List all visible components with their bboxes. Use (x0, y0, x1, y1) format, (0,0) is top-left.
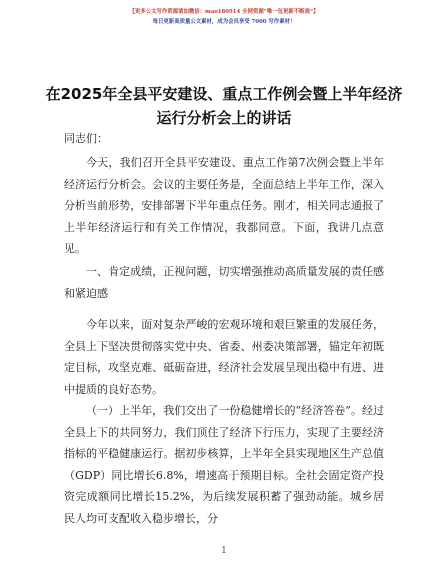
document-title: 在2025年全县平安建设、重点工作例会暨上半年经济运行分析会上的讲话 (45, 85, 403, 127)
promo-banner-line1: 【更多公文写作资源请加微信：mao180914 全网资源“唯一包更新不断流”】 (129, 9, 319, 15)
section-heading-1: 一、肯定成绩，正视问题，切实增强推动高质量发展的责任感和紧迫感 (64, 265, 384, 300)
promo-banner-line2: 每日更新高质量公文素材，成为会员享受 7000 写作素材！ (152, 19, 296, 25)
paragraph-intro: 今天，我们召开全县平安建设、重点工作第7次例会暨上半年经济运行分析会。会议的主要任务是，全面总结上半年工作，深入分析当前形势，安排部署下半年重点任务。刚才，相关同志通报了上半年经济运行和有关工作情况，我都同意。下面，我讲几点意见。 (64, 156, 384, 255)
page-number: 1 (221, 546, 227, 556)
paragraph-subsection-1: （一）上半年，我们交出了一份稳健增长的“经济答卷”。经过全县上下的共同努力，我们顶住了经济下行压力，实现了主要经济指标的平稳健康运行。据初步核算，上半年全县实现地区生产总值（GDP）同比增长6.8%，增速高于预期目标。全社会固定资产投资完成额同比增长15.2%，为后续发展积蓄了强劲动能。城乡居民人均可支配收入稳步增长，分 (64, 404, 384, 525)
greeting: 同志们： (64, 132, 108, 145)
paragraph-overview: 今年以来，面对复杂严峻的宏观环境和艰巨繁重的发展任务，全县上下坚决贯彻落实党中央、省委、州委决策部署，锚定年初既定目标，攻坚克难、砥砺奋进，经济社会发展呈现出稳中有进、进中提质的良好态势。 (64, 318, 384, 396)
